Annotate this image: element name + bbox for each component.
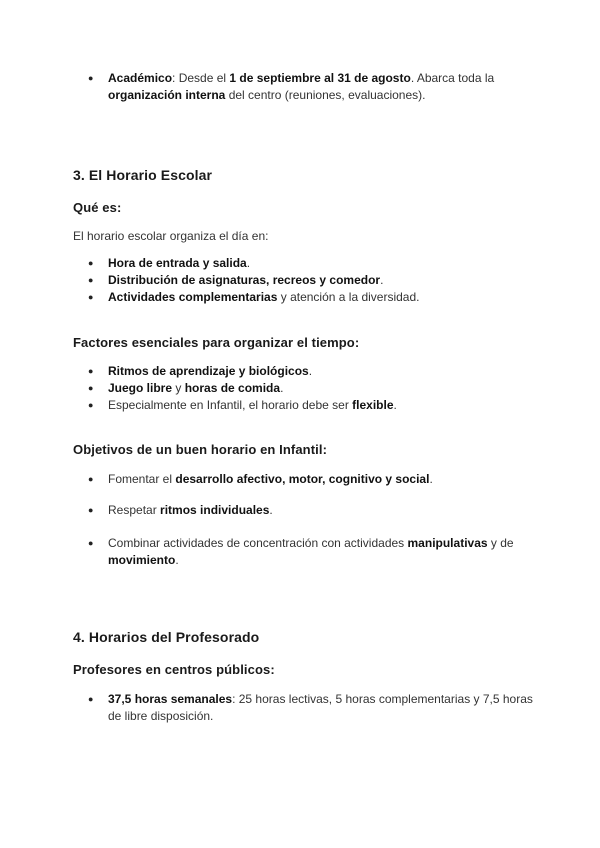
list-item: ● Juego libre y horas de comida. (73, 380, 533, 397)
list-item: ● Combinar actividades de concentración con actividades manipulativas y de movimiento. (73, 535, 533, 569)
list-item: ● Hora de entrada y salida. (73, 255, 533, 272)
profesores-heading: Profesores en centros públicos: (73, 662, 275, 677)
factores-list (73, 363, 533, 414)
objetivos-list-1 (73, 471, 533, 488)
list-item: ● Actividades complementarias y atención a la diversidad. (73, 289, 533, 306)
list-item: ● Fomentar el desarrollo afectivo, motor, cognitivo y social. (73, 471, 533, 488)
section-3-intro: El horario escolar organiza el día en: (73, 229, 269, 243)
factores-heading: Factores esenciales para organizar el tiempo: (73, 335, 360, 350)
list-item: ● Académico: Desde el 1 de septiembre al 31 de agosto. Abarca toda la organización interna del centro (reuniones, evaluaciones). (73, 70, 533, 104)
section-4-title: 4. Horarios del Profesorado (73, 629, 260, 645)
list-item: ● Ritmos de aprendizaje y biológicos. (73, 363, 533, 380)
list-item: ● Distribución de asignaturas, recreos y comedor. (73, 272, 533, 289)
horario-list (73, 255, 533, 306)
objetivos-list-2 (73, 502, 533, 519)
objetivos-list-3 (73, 535, 533, 569)
profesorado-list (73, 691, 533, 725)
list-item: ● 37,5 horas semanales: 25 horas lectivas, 5 horas complementarias y 7,5 horas de libre disposición. (73, 691, 533, 725)
section-3-title: 3. El Horario Escolar (73, 167, 213, 183)
list-item: ● Especialmente en Infantil, el horario debe ser flexible. (73, 397, 533, 414)
intro-list (73, 70, 533, 104)
que-es-heading: Qué es: (73, 200, 122, 215)
list-item: ● Respetar ritmos individuales. (73, 502, 533, 519)
objetivos-heading: Objetivos de un buen horario en Infantil: (73, 442, 328, 457)
